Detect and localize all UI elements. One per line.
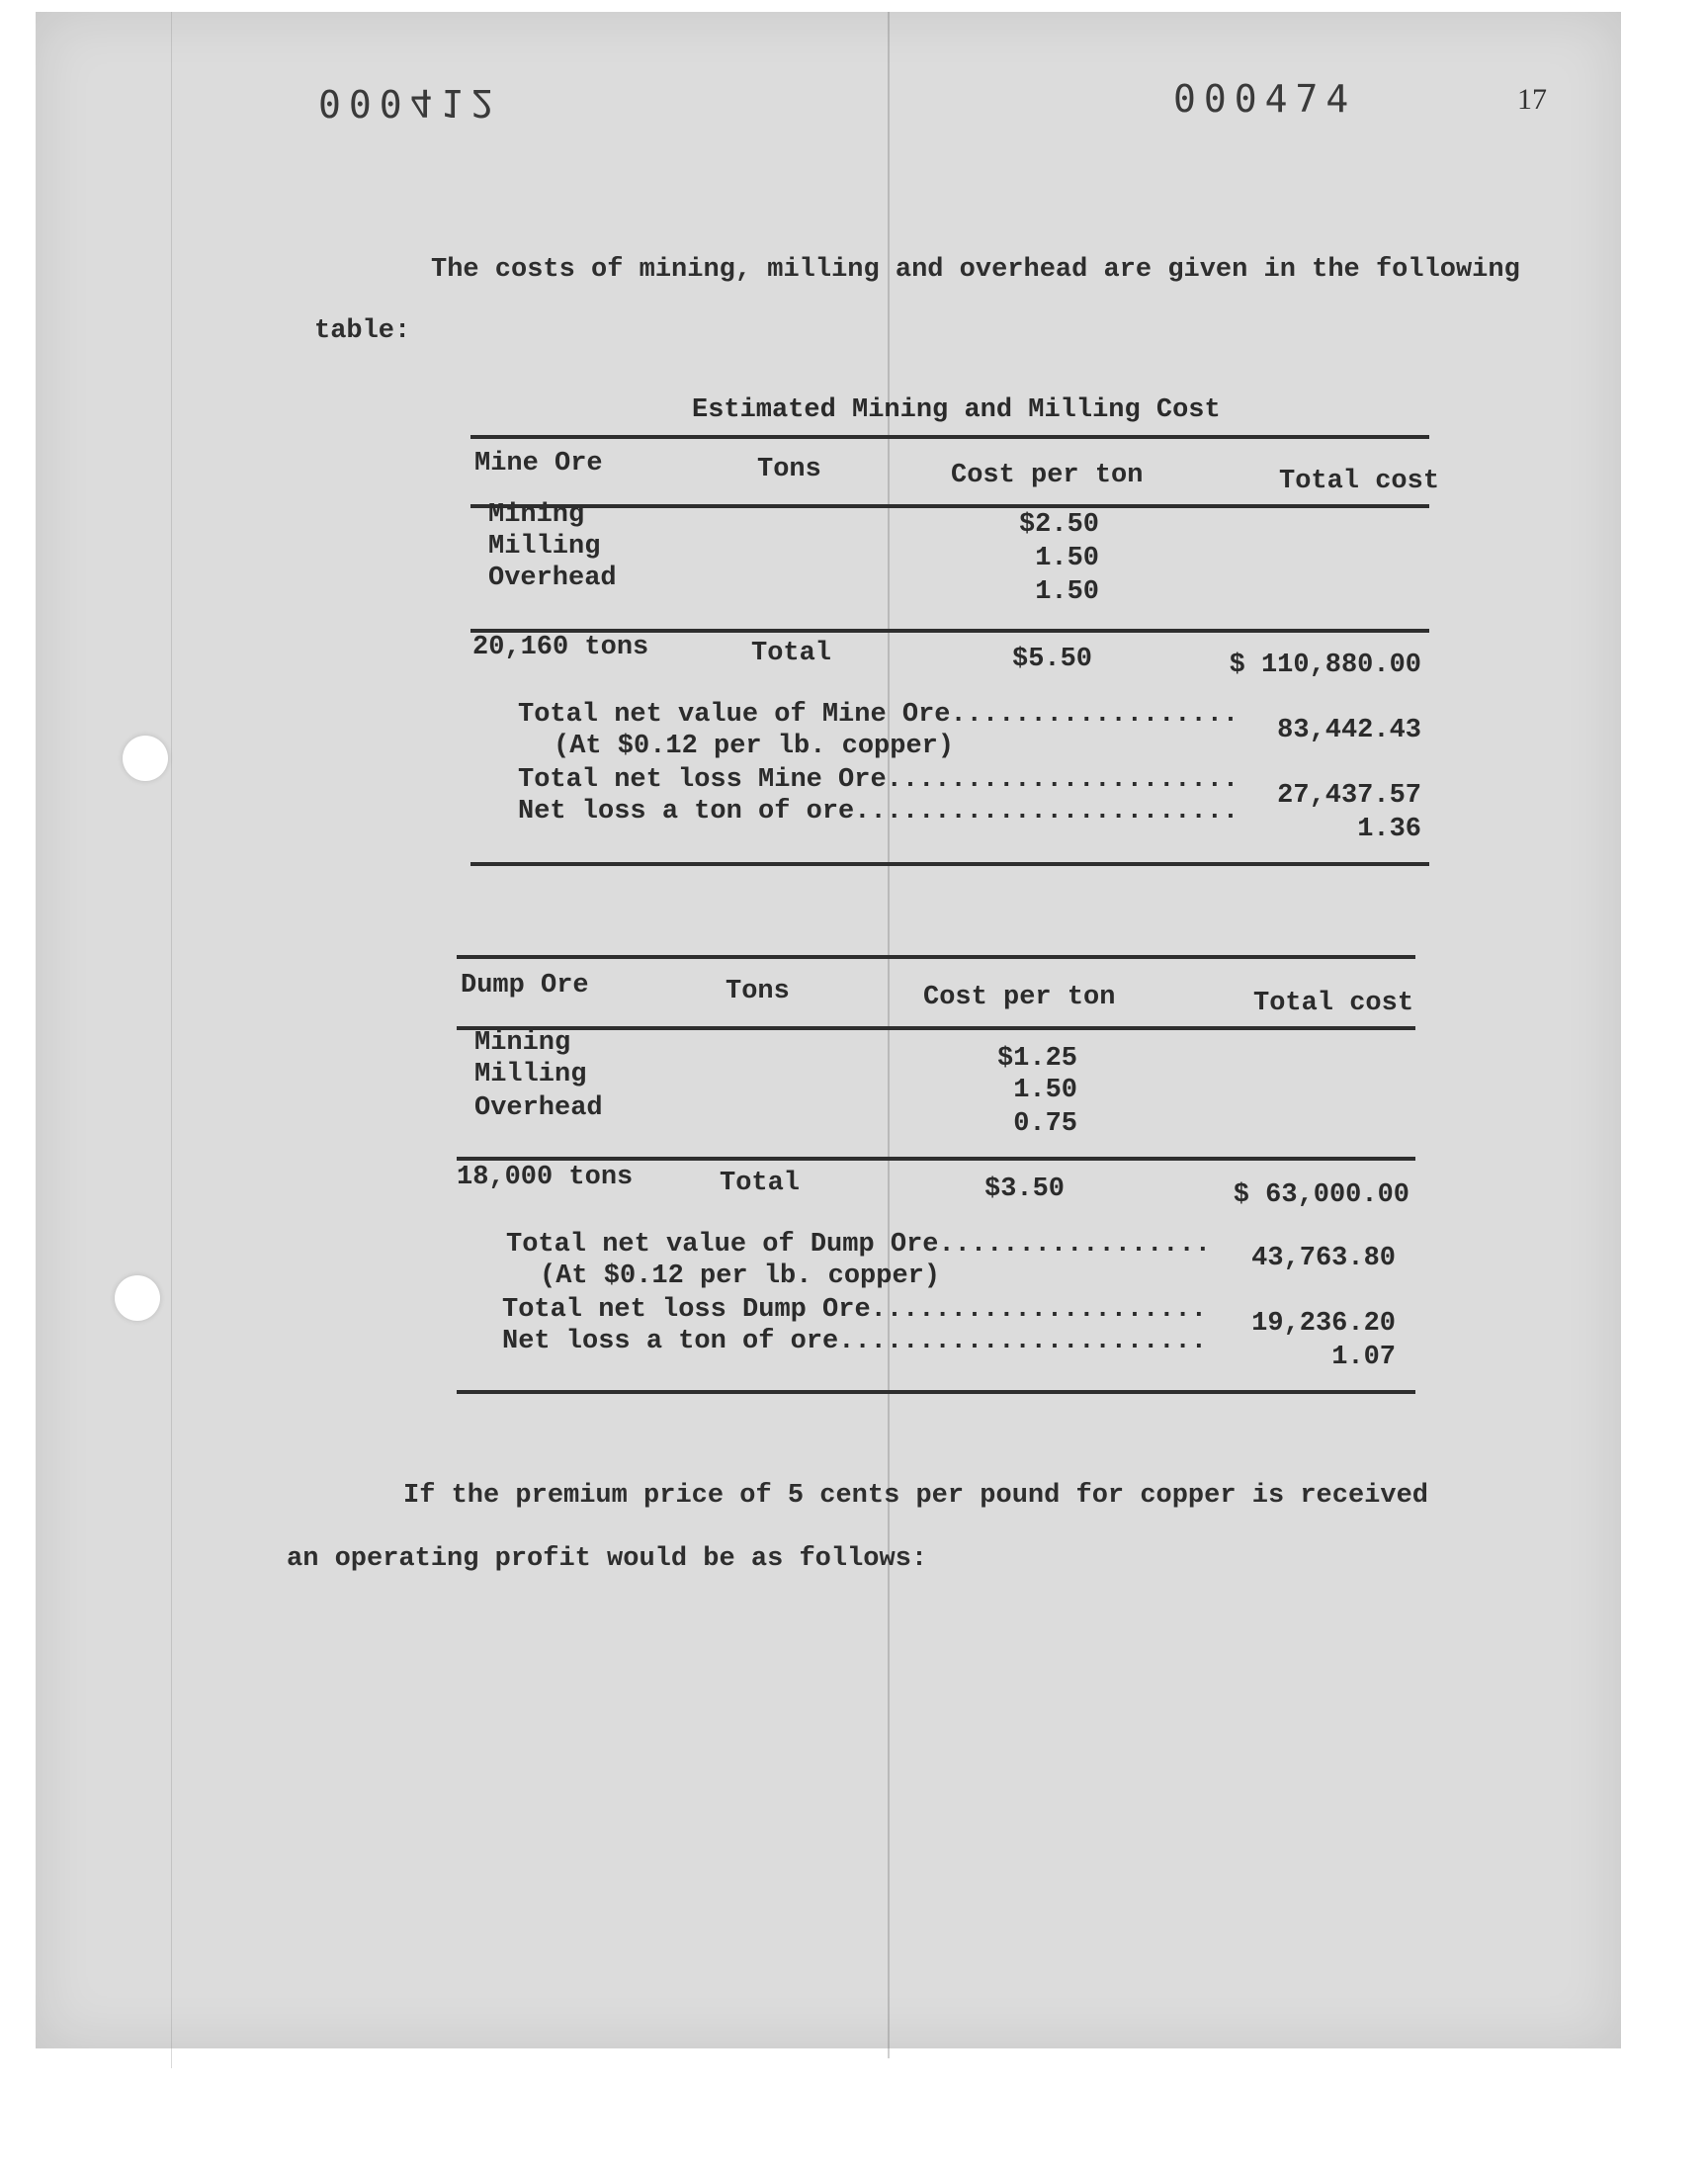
summary-loss-per-ton-label: Net loss a ton of ore....................... [502, 1327, 1207, 1356]
row-cost: 1.50 [1035, 577, 1099, 607]
row-cost: $2.50 [1018, 510, 1099, 540]
closing-line-1: If the premium price of 5 cents per pound for copper is received [403, 1481, 1428, 1511]
row-label: Milling [474, 1060, 587, 1089]
total-cost-per-ton: $5.50 [1012, 645, 1093, 674]
row-cost: $1.25 [996, 1044, 1077, 1074]
rule-top [457, 955, 1415, 959]
rule-bottom [457, 1390, 1415, 1394]
col-header-ore: Dump Ore [461, 971, 589, 1000]
row-label: Mining [474, 1028, 571, 1058]
summary-loss-per-ton-label: Net loss a ton of ore........................ [518, 797, 1239, 826]
summary-net-value: 83,442.43 [1277, 716, 1421, 745]
dump-ore-table [457, 955, 1415, 1420]
row-label: Overhead [488, 564, 617, 593]
col-header-tons: Tons [757, 455, 821, 484]
intro-line-2: table: [314, 316, 411, 346]
summary-price-note: (At $0.12 per lb. copper) [554, 732, 955, 761]
rule-top [470, 435, 1429, 439]
summary-net-value: 43,763.80 [1251, 1244, 1396, 1273]
summary-net-loss: 27,437.57 [1277, 781, 1421, 811]
row-cost: 1.50 [1035, 544, 1099, 573]
rule-header [470, 504, 1429, 508]
page-edge-line [171, 12, 172, 2068]
bleed-through-stamp: 000412 [318, 81, 502, 125]
table-title: Estimated Mining and Milling Cost [692, 395, 1221, 425]
rule-bottom [470, 862, 1429, 866]
total-tons: 20,160 tons [472, 633, 649, 662]
total-cost: $ 110,880.00 [1229, 651, 1421, 680]
summary-net-value-label: Total net value of Dump Ore................. [506, 1230, 1211, 1260]
summary-price-note: (At $0.12 per lb. copper) [540, 1262, 941, 1291]
total-label: Total [720, 1169, 801, 1198]
row-label: Mining [488, 500, 585, 530]
closing-line-2: an operating profit would be as follows: [287, 1544, 928, 1574]
summary-loss-per-ton: 1.36 [1357, 815, 1421, 844]
row-label: Overhead [474, 1093, 603, 1123]
intro-line-1: The costs of mining, milling and overhead are given in the following [431, 255, 1520, 285]
col-header-cost-per-ton: Cost per ton [923, 983, 1116, 1012]
page-number: 17 [1517, 83, 1547, 116]
row-cost: 1.50 [1013, 1076, 1077, 1105]
summary-net-loss-label: Total net loss Dump Ore..................... [502, 1295, 1207, 1325]
row-cost: 0.75 [1013, 1109, 1077, 1139]
rule-total [457, 1157, 1415, 1161]
summary-loss-per-ton: 1.07 [1331, 1343, 1396, 1372]
total-tons: 18,000 tons [457, 1163, 634, 1192]
total-cost-per-ton: $3.50 [984, 1174, 1066, 1204]
row-label: Milling [488, 532, 601, 562]
document-stamp-number: 000474 [1173, 77, 1357, 121]
col-header-ore: Mine Ore [474, 449, 603, 478]
total-cost: $ 63,000.00 [1233, 1180, 1409, 1210]
rule-header [457, 1026, 1415, 1030]
col-header-total-cost: Total cost [1279, 467, 1440, 496]
col-header-tons: Tons [726, 977, 790, 1006]
punch-hole-bottom [115, 1275, 160, 1321]
summary-net-loss-label: Total net loss Mine Ore...................... [518, 765, 1239, 795]
punch-hole-top [123, 736, 168, 781]
col-header-total-cost: Total cost [1253, 989, 1414, 1018]
summary-net-value-label: Total net value of Mine Ore.................. [518, 700, 1239, 730]
mine-ore-table [470, 435, 1440, 875]
total-label: Total [751, 639, 832, 668]
col-header-cost-per-ton: Cost per ton [951, 461, 1144, 490]
summary-net-loss: 19,236.20 [1251, 1309, 1396, 1339]
